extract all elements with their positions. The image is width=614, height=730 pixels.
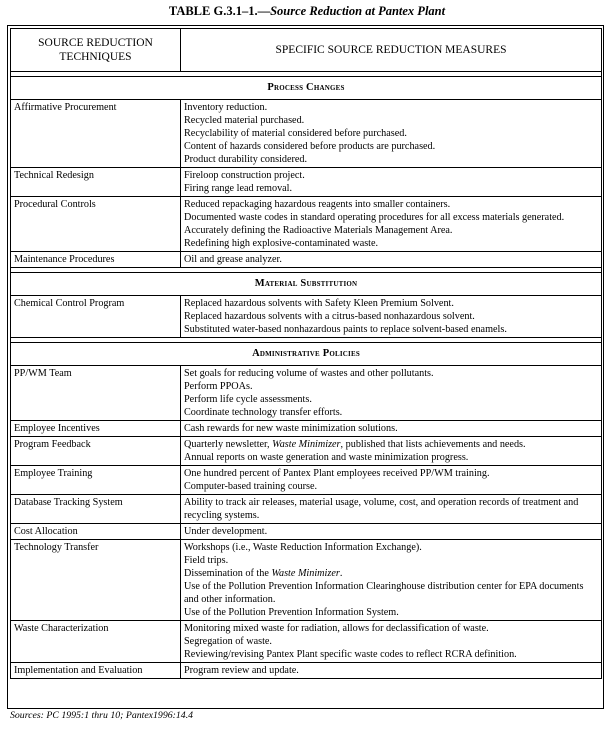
table-row xyxy=(11,466,602,495)
technique-cell: Cost Allocation xyxy=(11,524,181,540)
sources-note xyxy=(10,710,193,721)
measure-item: Replaced hazardous solvents with a citrus-based nonhazardous solvent. xyxy=(184,311,475,322)
section-title: Administrative Policies xyxy=(11,343,602,366)
table-row xyxy=(11,663,602,679)
measure-item: Perform PPOAs. xyxy=(184,381,253,392)
section-header-row xyxy=(11,343,602,366)
table-row xyxy=(11,366,602,421)
measure-item: Computer-based training course. xyxy=(184,481,318,492)
table-title: Source Reduction at Pantex Plant xyxy=(270,4,446,18)
measure-item: Annual reports on waste generation and waste minimization progress. xyxy=(184,452,469,463)
measures-cell xyxy=(181,524,602,540)
section-title: Material Substitution xyxy=(11,273,602,296)
table-row xyxy=(11,540,602,621)
measure-item: Oil and grease analyzer. xyxy=(184,254,282,265)
technique-cell: Implementation and Evaluation xyxy=(11,663,181,679)
measure-item: Recycled material purchased. xyxy=(184,115,305,126)
technique-cell: Database Tracking System xyxy=(11,495,181,524)
measure-item: Set goals for reducing volume of wastes and other pollutants. xyxy=(184,368,434,379)
table-body xyxy=(11,72,602,679)
table-caption xyxy=(0,4,614,19)
technique-cell: Technology Transfer xyxy=(11,540,181,621)
table-number: TABLE G.3.1–1.— xyxy=(168,4,271,18)
measure-item: Use of the Pollution Prevention Information System. xyxy=(184,607,399,618)
measure-item: Workshops (i.e., Waste Reduction Information Exchange). xyxy=(184,542,422,553)
header-techniques: SOURCE REDUCTION TECHNIQUES xyxy=(11,29,181,72)
source-reduction-table xyxy=(10,28,602,679)
table-row xyxy=(11,437,602,466)
measure-item: Use of the Pollution Prevention Information Clearinghouse distribution center for EPA documents and other information. xyxy=(184,581,584,605)
measure-item: Documented waste codes in standard operating procedures for all excess materials generated. xyxy=(184,212,565,223)
measure-item: Dissemination of the Waste Minimizer. xyxy=(184,568,343,579)
technique-cell: Maintenance Procedures xyxy=(11,252,181,268)
technique-cell: PP/WM Team xyxy=(11,366,181,421)
measures-cell xyxy=(181,540,602,621)
measure-item: Monitoring mixed waste for radiation, allows for declassification of waste. xyxy=(184,623,489,634)
measure-item: Ability to track air releases, material usage, volume, cost, and operation records of treatment and recycling systems. xyxy=(184,497,579,521)
sources-label: Sources: xyxy=(10,710,44,721)
technique-cell: Technical Redesign xyxy=(11,168,181,197)
table-row xyxy=(11,197,602,252)
header-row xyxy=(11,29,602,72)
measure-item: One hundred percent of Pantex Plant employees received PP/WM training. xyxy=(184,468,490,479)
technique-cell: Chemical Control Program xyxy=(11,296,181,338)
measure-item: Firing range lead removal. xyxy=(184,183,293,194)
measure-item: Perform life cycle assessments. xyxy=(184,394,312,405)
technique-cell: Program Feedback xyxy=(11,437,181,466)
technique-cell: Procedural Controls xyxy=(11,197,181,252)
measures-cell xyxy=(181,663,602,679)
measure-item: Content of hazards considered before products are purchased. xyxy=(184,141,436,152)
table-row xyxy=(11,100,602,168)
measure-item: Under development. xyxy=(184,526,268,537)
measures-cell xyxy=(181,366,602,421)
measures-cell xyxy=(181,495,602,524)
measures-cell xyxy=(181,421,602,437)
technique-cell: Employee Incentives xyxy=(11,421,181,437)
measures-cell xyxy=(181,252,602,268)
section-title: Process Changes xyxy=(11,77,602,100)
measures-cell xyxy=(181,437,602,466)
table-row xyxy=(11,621,602,663)
measure-item: Cash rewards for new waste minimization solutions. xyxy=(184,423,398,434)
measure-item: Product durability considered. xyxy=(184,154,308,165)
measure-item: Inventory reduction. xyxy=(184,102,268,113)
measure-item: Coordinate technology transfer efforts. xyxy=(184,407,343,418)
table-row xyxy=(11,168,602,197)
measure-item: Redefining high explosive-contaminated waste. xyxy=(184,238,379,249)
table-row xyxy=(11,252,602,268)
measure-item: Substituted water-based nonhazardous paints to replace solvent-based enamels. xyxy=(184,324,507,335)
measure-item: Reduced repackaging hazardous reagents into smaller containers. xyxy=(184,199,451,210)
measure-item: Field trips. xyxy=(184,555,229,566)
section-header-row xyxy=(11,273,602,296)
measures-cell xyxy=(181,168,602,197)
table-row xyxy=(11,421,602,437)
measure-item: Replaced hazardous solvents with Safety Kleen Premium Solvent. xyxy=(184,298,454,309)
technique-cell: Affirmative Procurement xyxy=(11,100,181,168)
measures-cell xyxy=(181,466,602,495)
measures-cell xyxy=(181,621,602,663)
measure-item: Segregation of waste. xyxy=(184,636,272,647)
measure-item: Reviewing/revising Pantex Plant specific waste codes to reflect RCRA definition. xyxy=(184,649,517,660)
measures-cell xyxy=(181,100,602,168)
measure-item: Fireloop construction project. xyxy=(184,170,305,181)
section-header-row xyxy=(11,77,602,100)
measure-item: Recyclability of material considered before purchased. xyxy=(184,128,407,139)
table-row xyxy=(11,524,602,540)
table-row xyxy=(11,495,602,524)
header-measures: SPECIFIC SOURCE REDUCTION MEASURES xyxy=(181,29,602,72)
technique-cell: Employee Training xyxy=(11,466,181,495)
measure-item: Quarterly newsletter, Waste Minimizer, published that lists achievements and needs. xyxy=(184,439,526,450)
sources-text: PC 1995:1 thru 10; Pantex1996:14.4 xyxy=(46,710,194,721)
table-row xyxy=(11,296,602,338)
measures-cell xyxy=(181,296,602,338)
measure-item: Program review and update. xyxy=(184,665,299,676)
measure-item: Accurately defining the Radioactive Materials Management Area. xyxy=(184,225,453,236)
measures-cell xyxy=(181,197,602,252)
technique-cell: Waste Characterization xyxy=(11,621,181,663)
